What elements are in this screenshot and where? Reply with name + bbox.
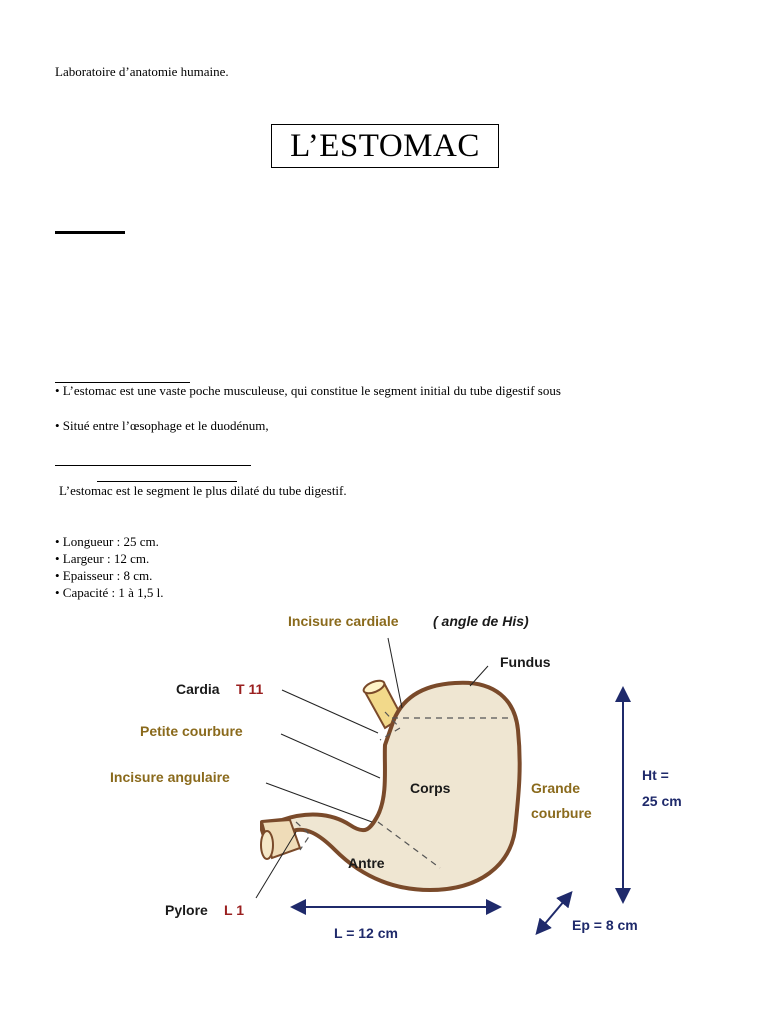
label-pylore-level: L 1 [224,902,244,918]
page-title [271,124,499,168]
label-antre: Antre [348,855,385,871]
underline-rule-2 [55,465,251,466]
label-incisure-angulaire: Incisure angulaire [110,769,230,785]
measure-list [55,533,164,601]
label-courbure: courbure [531,805,592,821]
label-petite-courbure: Petite courbure [140,723,243,739]
underline-rule-3 [97,481,237,482]
lab-header: Laboratoire d’anatomie humaine. [55,64,229,79]
label-thickness: Ep = 8 cm [572,917,638,933]
label-angle-de-his: ( angle de His) [433,613,529,629]
label-ht: Ht = [642,767,669,783]
label-cardia-level: T 11 [236,681,264,697]
measure-thickness: • Epaisseur : 8 cm. [55,568,153,583]
label-ht-value: 25 cm [642,793,682,809]
label-length: L = 12 cm [334,925,398,941]
section-rule [55,231,125,234]
label-incisure-cardiale: Incisure cardiale [288,613,399,629]
thickness-arrow [538,894,570,932]
intro-line-1: • L’estomac est une vaste poche musculeuse, qui constitue le segment initial du tube digestif sous [55,383,561,398]
intro-line-2: • Situé entre l’œsophage et le duodénum, [55,418,269,433]
measure-width: • Largeur : 12 cm. [55,551,150,566]
measure-capacity: • Capacité : 1 à 1,5 l. [55,585,164,600]
label-pylore: Pylore [165,902,208,918]
label-fundus: Fundus [500,654,551,670]
label-cardia: Cardia [176,681,220,697]
page-title-text: L’ESTOMAC [290,127,480,164]
stomach-diagram [0,600,768,1024]
label-corps: Corps [410,780,451,796]
intro-line-3: L’estomac est le segment le plus dilaté du tube digestif. [59,483,347,498]
label-grande: Grande [531,780,581,796]
measure-length: • Longueur : 25 cm. [55,534,159,549]
